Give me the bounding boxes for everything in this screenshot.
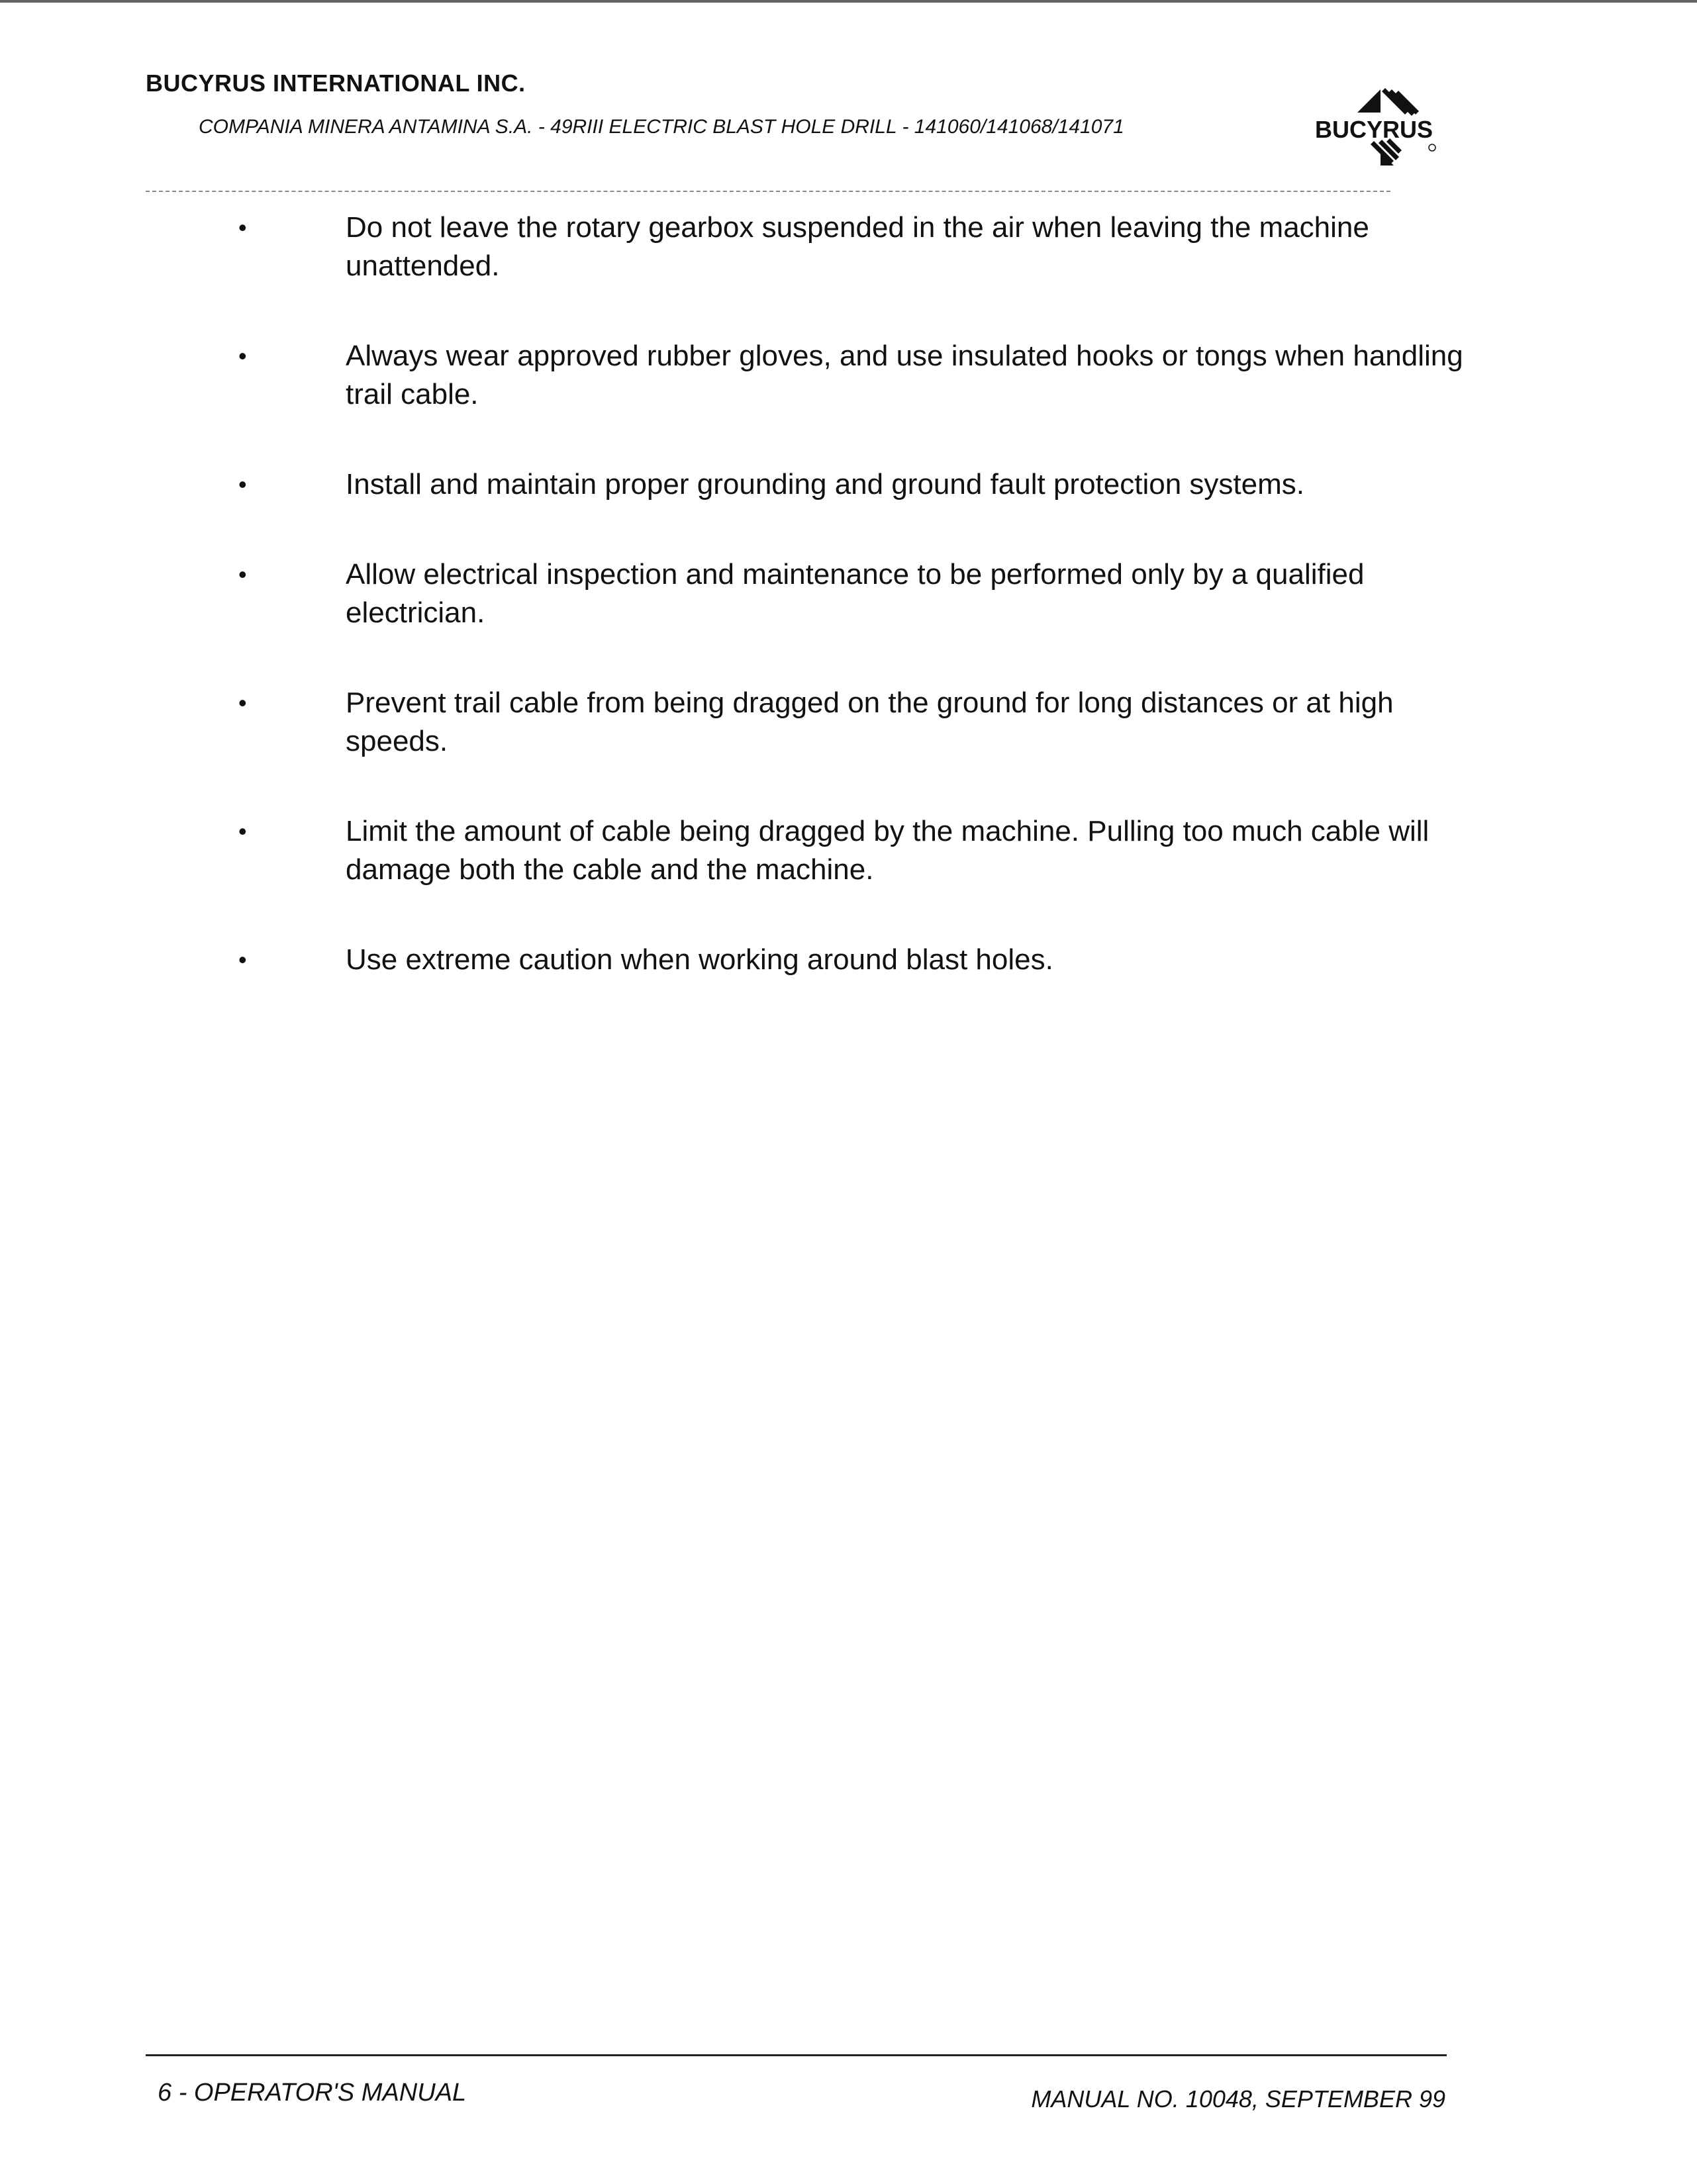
bullet-text: Always wear approved rubber gloves, and use insulated hooks or tongs when handling trail cable. [346,340,1463,410]
list-item [238,337,1496,414]
bullet-marker: • [238,946,247,973]
top-edge-line [0,0,1697,3]
bullet-text: Limit the amount of cable being dragged by the machine. Pulling too much cable will damage both the cable and the machine. [346,815,1430,886]
bullet-marker: • [238,471,247,498]
bullet-marker: • [238,214,247,241]
list-item [238,555,1496,632]
bullet-marker: • [238,342,247,369]
footer-manual-number: MANUAL NO. 10048, SEPTEMBER 99 [1031,2085,1445,2113]
list-item [238,465,1496,504]
list-item [238,684,1496,761]
header-divider [146,191,1390,192]
bullet-text: Install and maintain proper grounding and ground fault protection systems. [346,468,1304,500]
bullet-marker: • [238,818,247,845]
bucyrus-logo-icon [1294,86,1453,179]
footer-page-label: 6 - OPERATOR'S MANUAL [158,2079,467,2107]
bullet-marker: • [238,689,247,716]
logo-text: BUCYRUS [1314,116,1433,143]
company-name: BUCYRUS INTERNATIONAL INC. [146,70,526,97]
bullet-text: Prevent trail cable from being dragged on the ground for long distances or at high speeds. [346,687,1394,757]
list-item [238,941,1496,979]
bullet-text: Do not leave the rotary gearbox suspended in the air when leaving the machine unattended. [346,211,1369,282]
safety-bullet-list [238,209,1496,1031]
document-subtitle: COMPANIA MINERA ANTAMINA S.A. - 49RIII ELECTRIC BLAST HOLE DRILL - 141060/141068/141071 [199,116,1124,138]
list-item [238,209,1496,285]
bullet-marker: • [238,561,247,588]
bullet-text: Allow electrical inspection and maintenance to be performed only by a qualified electrician. [346,558,1365,629]
footer-divider [146,2054,1447,2056]
list-item [238,812,1496,889]
bullet-text: Use extreme caution when working around blast holes. [346,943,1053,976]
